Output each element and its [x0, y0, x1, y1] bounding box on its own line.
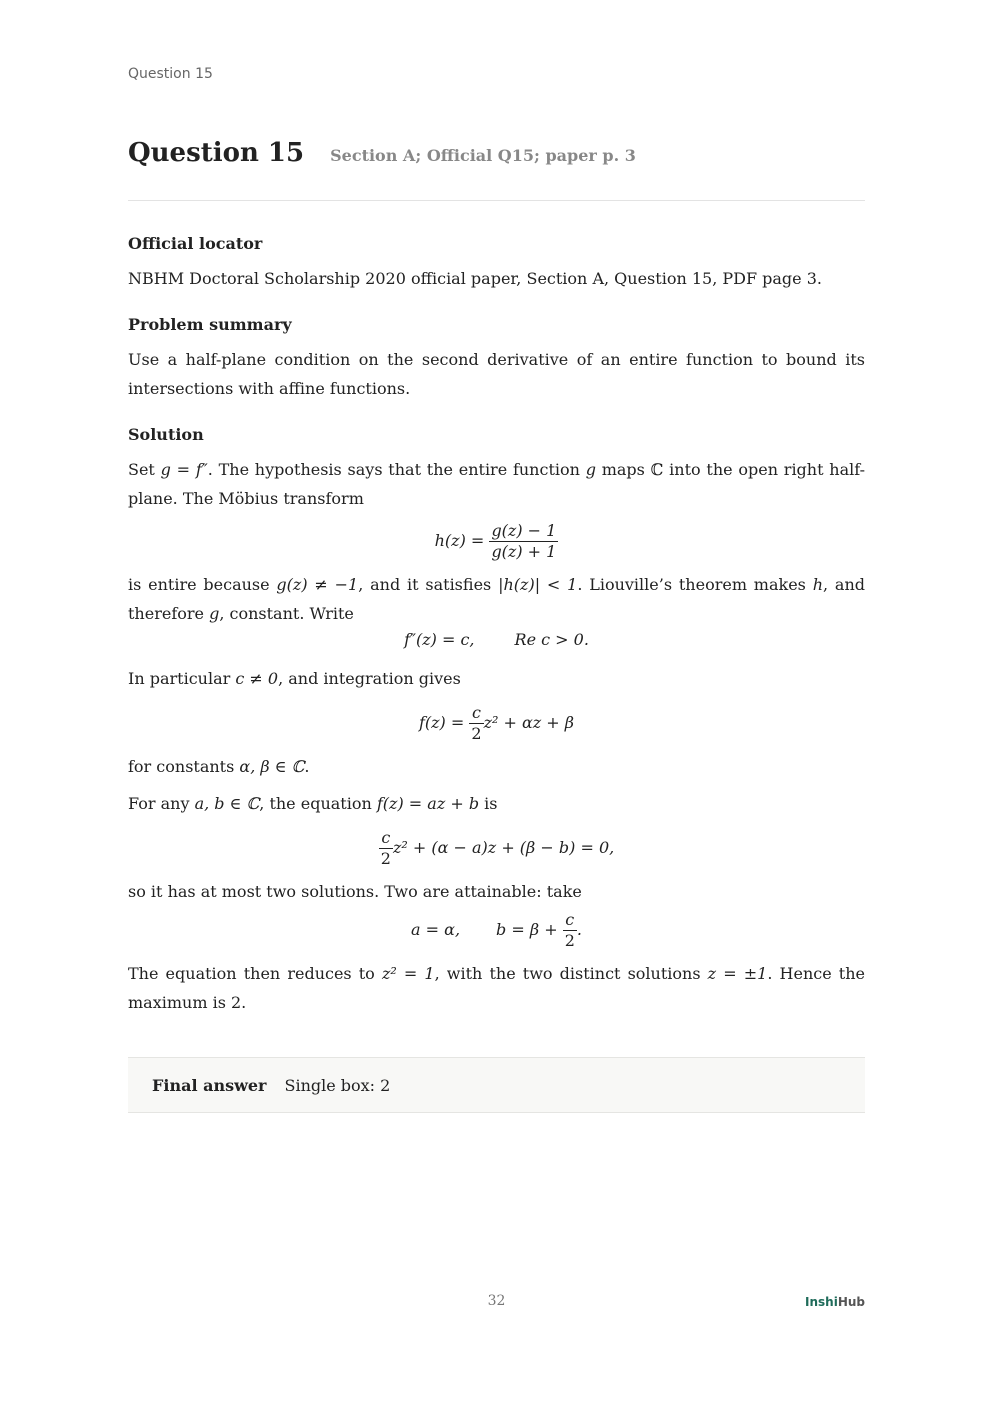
- fraction: [469, 703, 483, 744]
- inline-math: h: [812, 575, 824, 594]
- equation-rhs: z² + (α − a)z + (β − b) = 0,: [392, 838, 615, 857]
- inline-math: g = f″: [160, 460, 208, 479]
- inline-math: f(z) = az + b: [376, 794, 480, 813]
- official-locator-text: NBHM Doctoral Scholarship 2020 official paper, Section A, Question 15, PDF page 3.: [128, 269, 822, 288]
- fraction-denominator: 2: [380, 849, 391, 868]
- inline-math: g(z) ≠ −1: [276, 575, 359, 594]
- equation-mid: b = β +: [496, 920, 558, 939]
- text-run: The equation then reduces to: [128, 964, 382, 983]
- fraction: [563, 910, 577, 951]
- brand-part-1: Inshi: [805, 1295, 838, 1309]
- text-run: . Liouville’s theorem makes: [577, 575, 813, 594]
- final-answer-label: Final answer: [152, 1075, 267, 1095]
- inline-math: z² = 1: [381, 964, 435, 983]
- title-row: [128, 138, 865, 168]
- text-run: is entire because: [128, 575, 277, 594]
- equation-f: [128, 703, 865, 744]
- inline-math: g: [585, 460, 596, 479]
- text-run: . The hypothesis says that the entire function: [207, 460, 586, 479]
- fraction-numerator: c: [563, 910, 577, 931]
- fraction-numerator: c: [379, 828, 393, 849]
- text-run: Set: [128, 460, 161, 479]
- header-divider: [128, 200, 865, 201]
- solution-paragraph-6: so it has at most two solutions. Two are attainable: take: [128, 882, 582, 901]
- fraction-numerator: g(z) − 1: [491, 521, 557, 540]
- inline-math: α, β ∈ ℂ: [239, 757, 305, 776]
- official-locator-heading: Official locator: [128, 234, 263, 253]
- fraction-numerator: c: [469, 703, 483, 724]
- text-run: . Hence the maximum is 2.: [128, 964, 866, 1012]
- inline-math: c ≠ 0: [235, 669, 279, 688]
- fraction-denominator: 2: [471, 724, 482, 743]
- text-run: , and integration gives: [278, 669, 461, 688]
- fraction-denominator: g(z) + 1: [491, 542, 557, 561]
- text-run: is: [479, 794, 498, 813]
- text-run: for constants: [128, 757, 240, 776]
- main-content: [128, 232, 865, 1017]
- equation-left: f″(z) = c,: [404, 630, 475, 649]
- solution-paragraph-7: [128, 959, 865, 1017]
- inline-math: z = ±1: [707, 964, 768, 983]
- solution-paragraph-1: [128, 455, 865, 513]
- text-run: maps ℂ into the open right half-plane. The Möbius transform: [128, 460, 866, 508]
- solution-paragraph-5: [128, 789, 865, 818]
- brand-logo: [805, 1295, 865, 1309]
- fraction: [379, 828, 393, 869]
- equation-lhs: h(z) =: [434, 531, 485, 550]
- solution-paragraph-4: [128, 752, 865, 781]
- page-subtitle: Section A; Official Q15; paper p. 3: [330, 146, 636, 165]
- text-run: , with the two distinct solutions: [434, 964, 708, 983]
- solution-paragraph-3: [128, 664, 865, 693]
- page-number: 32: [487, 1293, 506, 1309]
- page-title: Question 15: [128, 138, 305, 168]
- equation-second-derivative: [128, 630, 865, 650]
- equation-mobius: [128, 521, 865, 562]
- equation-left: a = α,: [411, 920, 461, 939]
- text-run: , and therefore: [128, 575, 866, 623]
- inline-math: a, b ∈ ℂ: [194, 794, 260, 813]
- fraction: [489, 521, 558, 562]
- problem-summary-heading: Problem summary: [128, 315, 292, 334]
- solution-heading: Solution: [128, 425, 204, 444]
- final-answer-box: [128, 1057, 865, 1113]
- equation-end: .: [576, 920, 582, 939]
- inline-math: g: [209, 604, 220, 623]
- fraction-denominator: 2: [564, 931, 575, 950]
- equation-rhs: z² + αz + β: [483, 713, 575, 732]
- text-run: , constant. Write: [219, 604, 354, 623]
- equation-quadratic: [128, 828, 865, 869]
- equation-right: Re c > 0.: [514, 630, 589, 649]
- text-run: , and it satisfies: [358, 575, 499, 594]
- text-run: In particular: [128, 669, 236, 688]
- brand-part-2: Hub: [837, 1295, 865, 1309]
- text-run: .: [304, 757, 310, 776]
- final-answer-value: Single box: 2: [284, 1075, 391, 1095]
- equation-lhs: f(z) =: [418, 713, 465, 732]
- inline-math: |h(z)| < 1: [498, 575, 578, 594]
- running-head: Question 15: [128, 66, 213, 82]
- problem-summary-text: Use a half-plane condition on the second derivative of an entire function to bound its intersections with affine functions.: [128, 350, 865, 398]
- text-run: For any: [128, 794, 195, 813]
- equation-choice: [128, 910, 865, 951]
- text-run: , the equation: [259, 794, 377, 813]
- solution-paragraph-2: [128, 570, 865, 628]
